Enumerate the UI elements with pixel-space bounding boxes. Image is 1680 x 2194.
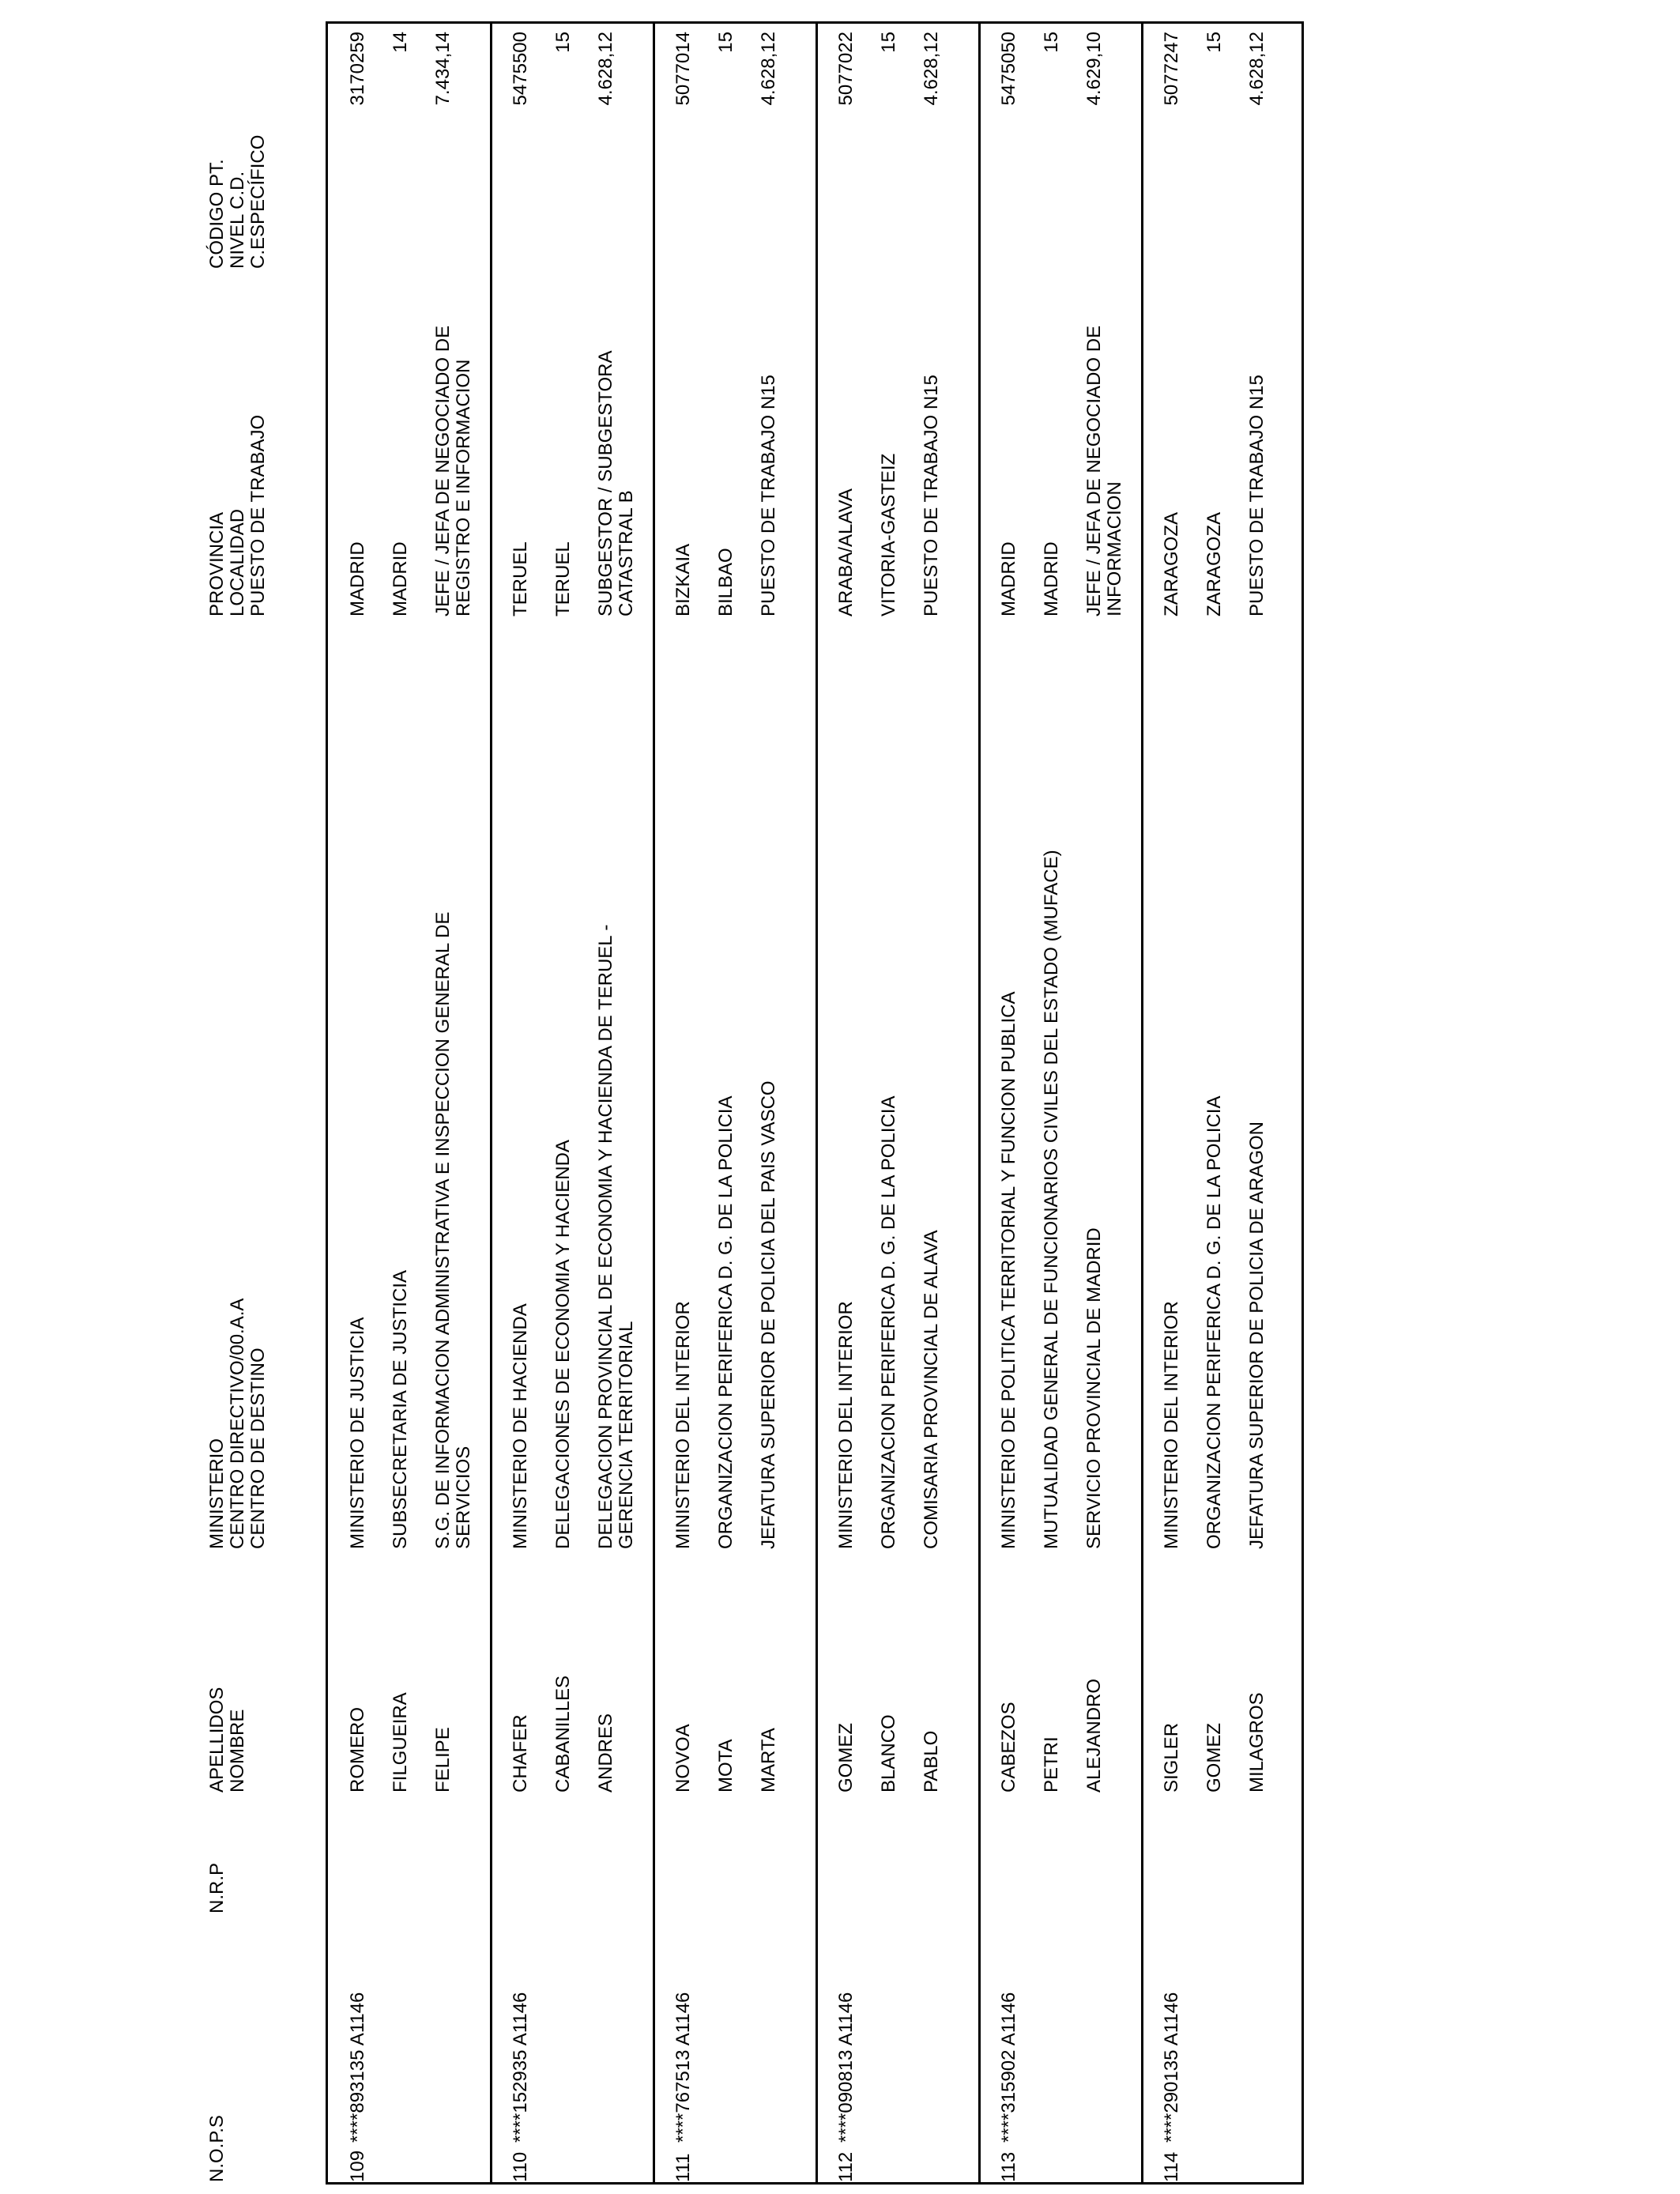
cell-especifico: 4.628,12 bbox=[758, 32, 779, 106]
cell-especifico: 4.628,12 bbox=[921, 32, 942, 106]
cell-nombre: PABLO bbox=[921, 1730, 942, 1793]
cell-centro-destino: DELEGACION PROVINCIAL DE ECONOMIA Y HACIENDA DE TERUEL - GERENCIA TERRITORIAL bbox=[595, 924, 637, 1549]
cell-nrp: ****315902 A1146 bbox=[998, 1992, 1019, 2143]
cell-localidad: BILBAO bbox=[715, 548, 736, 616]
cell-centro-directivo: ORGANIZACION PERIFERICA D. G. DE LA POLICIA bbox=[878, 1095, 899, 1549]
cell-ministerio: MINISTERIO DEL INTERIOR bbox=[835, 1301, 857, 1549]
cell-ministerio: MINISTERIO DEL INTERIOR bbox=[1161, 1301, 1182, 1549]
cell-puesto: JEFE / JEFA DE NEGOCIADO DE REGISTRO E INFORMACION bbox=[432, 325, 474, 616]
cell-centro-destino: SERVICIO PROVINCIAL DE MADRID bbox=[1083, 1227, 1105, 1549]
cell-centro-directivo: MUTUALIDAD GENERAL DE FUNCIONARIOS CIVILES DEL ESTADO (MUFACE) bbox=[1041, 850, 1062, 1549]
cell-apellido1: GOMEZ bbox=[835, 1723, 857, 1793]
cell-centro-destino: JEFATURA SUPERIOR DE POLICIA DEL PAIS VASCO bbox=[758, 1080, 779, 1549]
cell-nombre: ALEJANDRO bbox=[1083, 1678, 1105, 1793]
cell-puesto: JEFE / JEFA DE NEGOCIADO DE INFORMACION bbox=[1083, 325, 1125, 616]
cell-codigo: 5077247 bbox=[1161, 32, 1182, 106]
cell-apellido1: CHAFER bbox=[510, 1714, 531, 1793]
cell-localidad: TERUEL bbox=[552, 541, 574, 616]
cell-nops: 111 bbox=[672, 2153, 694, 2182]
cell-localidad: MADRID bbox=[390, 541, 411, 616]
cell-provincia: MADRID bbox=[347, 541, 368, 616]
cell-apellido1: SIGLER bbox=[1161, 1722, 1182, 1793]
cell-provincia: TERUEL bbox=[510, 541, 531, 616]
cell-nops: 110 bbox=[510, 2151, 531, 2182]
cell-ministerio: MINISTERIO DEL INTERIOR bbox=[672, 1301, 694, 1549]
cell-ministerio: MINISTERIO DE JUSTICIA bbox=[347, 1317, 368, 1549]
cell-nrp: ****152935 A1146 bbox=[510, 1992, 531, 2143]
header-ministerio-centro: MINISTERIO CENTRO DIRECTIVO/00.A.A CENTRO DE DESTINO bbox=[206, 1298, 269, 1549]
cell-nivel: 15 bbox=[1203, 32, 1225, 53]
cell-nops: 109 bbox=[347, 2150, 368, 2182]
cell-apellido1: ROMERO bbox=[347, 1707, 368, 1793]
cell-localidad: MADRID bbox=[1041, 541, 1062, 616]
header-nops: N.O.P.S bbox=[206, 2115, 228, 2182]
cell-provincia: ZARAGOZA bbox=[1161, 511, 1182, 616]
header-nrp: N.R.P bbox=[206, 1862, 228, 1913]
cell-nops: 114 bbox=[1161, 2151, 1182, 2182]
cell-nivel: 15 bbox=[1041, 32, 1062, 53]
cell-codigo: 5475050 bbox=[998, 32, 1019, 106]
cell-ministerio: MINISTERIO DE HACIENDA bbox=[510, 1303, 531, 1549]
cell-puesto: SUBGESTOR / SUBGESTORA CATASTRAL B bbox=[595, 350, 637, 616]
row-separator bbox=[816, 21, 818, 2185]
cell-codigo: 5475500 bbox=[510, 32, 531, 106]
row-separator bbox=[490, 21, 492, 2185]
row-separator bbox=[1141, 21, 1143, 2185]
cell-nrp: ****090813 A1146 bbox=[835, 1992, 857, 2143]
cell-apellido2: CABANILLES bbox=[552, 1675, 574, 1793]
cell-provincia: MADRID bbox=[998, 541, 1019, 616]
cell-nivel: 14 bbox=[390, 32, 411, 53]
cell-ministerio: MINISTERIO DE POLITICA TERRITORIAL Y FUNCION PUBLICA bbox=[998, 991, 1019, 1549]
cell-apellido1: NOVOA bbox=[672, 1724, 694, 1793]
cell-apellido2: MOTA bbox=[715, 1739, 736, 1793]
cell-codigo: 5077014 bbox=[672, 32, 694, 106]
cell-codigo: 5077022 bbox=[835, 32, 857, 106]
cell-centro-directivo: SUBSECRETARIA DE JUSTICIA bbox=[390, 1270, 411, 1549]
cell-puesto: PUESTO DE TRABAJO N15 bbox=[758, 375, 779, 616]
cell-apellido2: PETRI bbox=[1041, 1736, 1062, 1793]
cell-nrp: ****290135 A1146 bbox=[1161, 1992, 1182, 2143]
cell-centro-destino: S.G. DE INFORMACION ADMINISTRATIVA E INSPECCION GENERAL DE SERVICIOS bbox=[432, 911, 474, 1549]
header-apellidos-nombre: APELLIDOS NOMBRE bbox=[206, 1687, 248, 1793]
cell-localidad: ZARAGOZA bbox=[1203, 511, 1225, 616]
header-codigo-nivel-especifico: CÓDIGO PT. NIVEL C.D. C.ESPECÍFICO bbox=[206, 134, 269, 269]
cell-nivel: 15 bbox=[715, 32, 736, 53]
cell-nombre: MILAGROS bbox=[1246, 1692, 1268, 1793]
cell-nrp: ****767513 A1146 bbox=[672, 1992, 694, 2143]
cell-apellido2: FILGUEIRA bbox=[390, 1692, 411, 1793]
header-provincia-localidad-puesto: PROVINCIA LOCALIDAD PUESTO DE TRABAJO bbox=[206, 414, 269, 616]
cell-apellido2: GOMEZ bbox=[1203, 1723, 1225, 1793]
cell-nops: 112 bbox=[835, 2151, 857, 2182]
cell-apellido2: BLANCO bbox=[878, 1714, 899, 1793]
cell-nivel: 15 bbox=[878, 32, 899, 53]
cell-especifico: 4.628,12 bbox=[595, 32, 616, 106]
cell-nombre: MARTA bbox=[758, 1728, 779, 1793]
cell-especifico: 4.629,10 bbox=[1083, 32, 1105, 106]
cell-nombre: ANDRES bbox=[595, 1713, 616, 1793]
cell-nops: 113 bbox=[998, 2151, 1019, 2182]
cell-especifico: 4.628,12 bbox=[1246, 32, 1268, 106]
cell-centro-directivo: ORGANIZACION PERIFERICA D. G. DE LA POLICIA bbox=[715, 1095, 736, 1549]
cell-provincia: ARABA/ALAVA bbox=[835, 488, 857, 616]
row-separator bbox=[653, 21, 655, 2185]
cell-centro-destino: COMISARIA PROVINCIAL DE ALAVA bbox=[921, 1230, 942, 1549]
cell-nrp: ****893135 A1146 bbox=[347, 1992, 368, 2143]
cell-apellido1: CABEZOS bbox=[998, 1702, 1019, 1793]
cell-centro-destino: JEFATURA SUPERIOR DE POLICIA DE ARAGON bbox=[1246, 1121, 1268, 1549]
cell-puesto: PUESTO DE TRABAJO N15 bbox=[1246, 375, 1268, 616]
cell-nivel: 15 bbox=[552, 32, 574, 53]
cell-provincia: BIZKAIA bbox=[672, 543, 694, 616]
cell-puesto: PUESTO DE TRABAJO N15 bbox=[921, 375, 942, 616]
cell-localidad: VITORIA-GASTEIZ bbox=[878, 453, 899, 616]
row-separator bbox=[978, 21, 981, 2185]
cell-nombre: FELIPE bbox=[432, 1727, 454, 1793]
cell-especifico: 7.434,14 bbox=[432, 32, 454, 106]
cell-centro-directivo: ORGANIZACION PERIFERICA D. G. DE LA POLICIA bbox=[1203, 1095, 1225, 1549]
cell-codigo: 3170259 bbox=[347, 32, 368, 106]
cell-centro-directivo: DELEGACIONES DE ECONOMIA Y HACIENDA bbox=[552, 1140, 574, 1549]
